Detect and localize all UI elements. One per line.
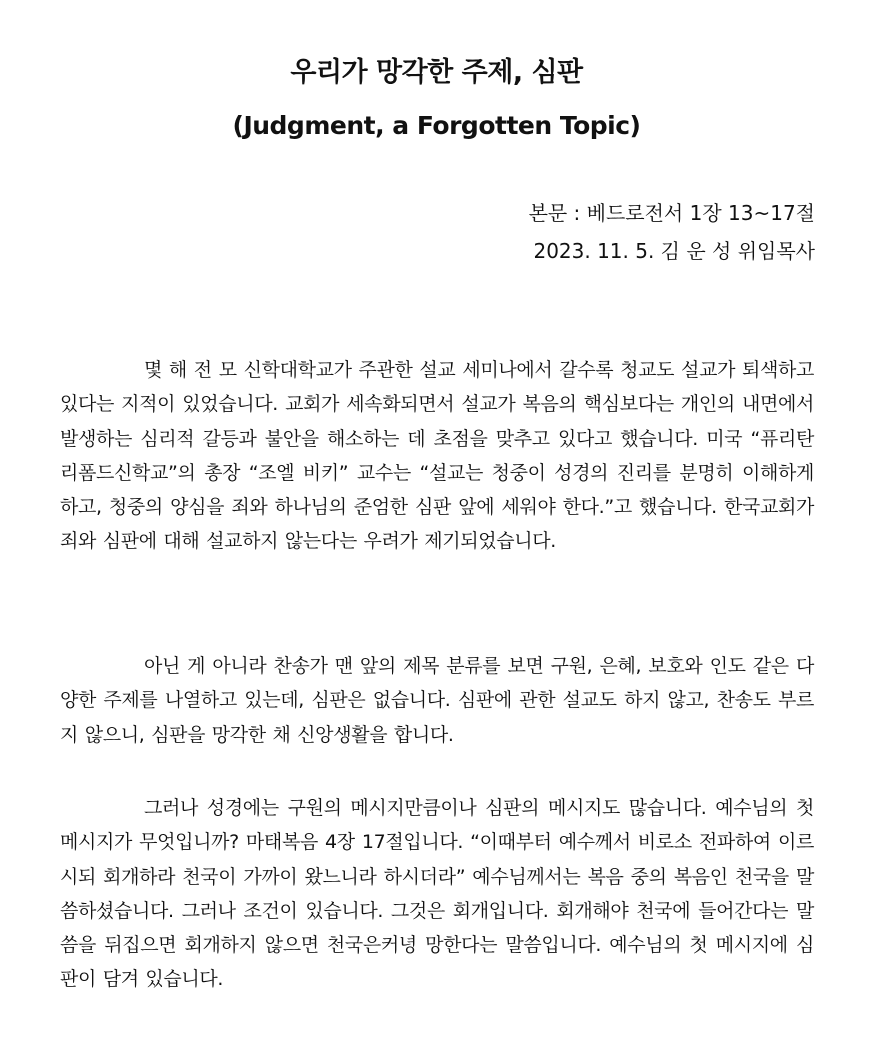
scripture-reference: 본문 : 베드로전서 1장 13~17절 [528,201,815,225]
sermon-title-korean: 우리가 망각한 주제, 심판 [290,57,583,88]
date-and-preacher: 2023. 11. 5. 김 운 성 위임목사 [533,239,815,263]
paragraph-1: 몇 해 전 모 신학대학교가 주관한 설교 세미나에서 갈수록 청교도 설교가 퇴색하고 있다는 지적이 있었습니다. 교회가 세속화되면서 설교가 복음의 핵심보다는 개인의 내면에서 발생하는 심리적 갈등과 불안을 해소하는 데 초점을 맞추고 있다고 했습니다. 미국 “퓨리탄리폼드신학교”의 총장 “조엘 비키” 교수는 “설교는 청중이 성경의 진리를 분명히 이해하게 하고, 청중의 양심을 죄와 하나님의 준엄한 심판 앞에 세워야 한다.”고 했습니다. 한국교회가 죄와 심판에 대해 설교하지 않는다는 우려가 제기되었습니다. [60,359,814,553]
sermon-title-english: (Judgment, a Forgotten Topic) [232,111,641,140]
paragraph-3: 그러나 성경에는 구원의 메시지만큼이나 심판의 메시지도 많습니다. 예수님의 첫 메시지가 무엇입니까? 마태복음 4장 17절입니다. “이때부터 예수께서 비로소 전파하여 이르시되 회개하라 천국이 가까이 왔느니라 하시더라” 예수님께서는 복음 중의 복음인 천국을 말씀하셨습니다. 그러나 조건이 있습니다. 그것은 회개입니다. 회개해야 천국에 들어간다는 말씀을 뒤집으면 회개하지 않으면 천국은커녕 망한다는 말씀입니다. 예수님의 첫 메시지에 심판이 담겨 있습니다. [60,797,814,991]
paragraph-2: 아닌 게 아니라 찬송가 맨 앞의 제목 분류를 보면 구원, 은혜, 보호와 인도 같은 다양한 주제를 나열하고 있는데, 심판은 없습니다. 심판에 관한 설교도 하지 않고, 찬송도 부르지 않으니, 심판을 망각한 채 신앙생활을 합니다. [60,655,814,746]
